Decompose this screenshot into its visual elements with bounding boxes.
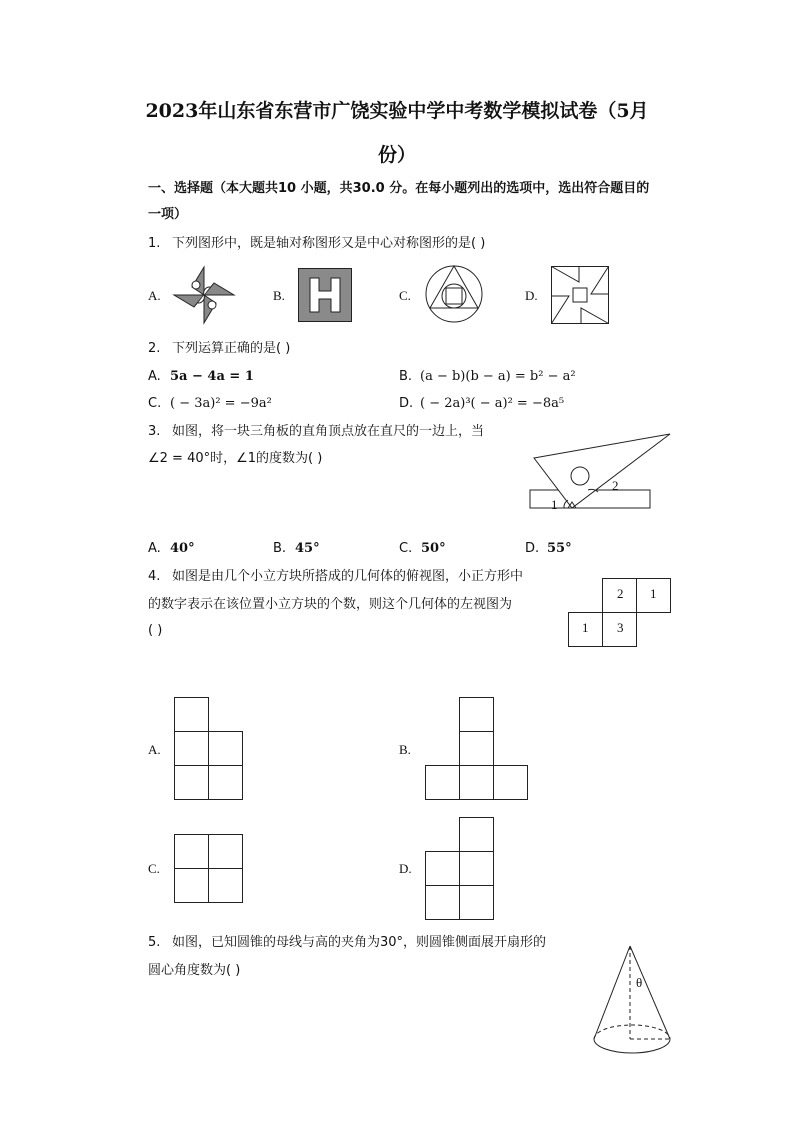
q3-option-c-text: 50° xyxy=(421,541,446,556)
q4-grid-number: 1 xyxy=(650,586,657,601)
q3-option-a-text: 40° xyxy=(170,541,195,556)
q4-option-d-label: D. xyxy=(399,861,412,876)
q4-grid-number: 1 xyxy=(582,620,589,635)
q2-option-d-label: D. xyxy=(399,396,414,411)
q4-option-b-label: B. xyxy=(399,742,411,757)
question-5-stem: 如图，已知圆锥的母线与高的夹角为30°，则圆锥侧面展开扇形的 xyxy=(172,935,547,950)
q4-option-d-figure xyxy=(425,817,495,921)
q2-option-a-label: A. xyxy=(148,369,161,384)
q2-option-a-text: 5a − 4a = 1 xyxy=(170,369,254,384)
q4-option-a-label: A. xyxy=(148,742,161,757)
q4-grid-number: 3 xyxy=(617,620,624,635)
q3-option-a-label: A. xyxy=(148,541,161,556)
section-heading: 一、选择题（本大题共10 小题，共30.0 分。在每小题列出的选项中，选出符合题目的 xyxy=(148,181,650,196)
q4-option-a-figure xyxy=(174,697,244,801)
question-1-number: 1. xyxy=(148,236,161,251)
q4-option-b-figure xyxy=(425,697,529,801)
q3-ruler-triangle-figure xyxy=(528,430,674,514)
q3-option-b-text: 45° xyxy=(295,541,320,556)
q4-option-c-figure xyxy=(174,834,244,904)
q1-option-d-label: D. xyxy=(525,288,538,303)
question-4-stem-paren: ( ) xyxy=(148,623,163,638)
q3-option-d-text: 55° xyxy=(547,541,572,556)
q3-option-c-label: C. xyxy=(399,541,413,556)
q3-angle-1-label: 1 xyxy=(551,497,558,512)
q4-option-c-label: C. xyxy=(148,861,160,876)
q1-option-a-label: A. xyxy=(148,288,161,303)
q3-option-d-label: D. xyxy=(525,541,540,556)
question-2-number: 2. xyxy=(148,341,161,356)
q1-option-b-label: B. xyxy=(273,288,285,303)
question-3-stem-continued: ∠2 = 40°时，∠1的度数为( ) xyxy=(148,451,323,466)
question-3-stem: 如图，将一块三角板的直角顶点放在直尺的一边上，当 xyxy=(172,424,485,439)
q1-letter-h-figure xyxy=(298,268,352,322)
q2-option-b-text: (a − b)(b − a) = b² − a² xyxy=(420,369,576,384)
q5-theta-label: θ xyxy=(636,975,643,990)
q2-option-c-text: ( − 3a)² = −9a² xyxy=(170,396,272,411)
question-5-stem-continued: 圆心角度数为( ) xyxy=(148,963,241,978)
question-4-stem-continued: 的数字表示在该位置小立方块的个数，则这个几何体的左视图为 xyxy=(148,597,513,612)
q2-option-c-label: C. xyxy=(148,396,162,411)
question-4-number: 4. xyxy=(148,569,161,584)
q5-cone-figure xyxy=(592,944,674,1058)
q3-option-b-label: B. xyxy=(273,541,287,556)
question-3-number: 3. xyxy=(148,424,161,439)
q2-option-b-label: B. xyxy=(399,369,413,384)
question-5-number: 5. xyxy=(148,935,161,950)
q4-grid-number: 2 xyxy=(617,586,624,601)
question-4-stem: 如图是由几个小立方块所搭成的几何体的俯视图，小正方形中 xyxy=(172,569,524,584)
q1-circle-triangle-figure xyxy=(424,264,484,324)
q1-option-c-label: C. xyxy=(399,288,411,303)
page-title-continued: 份） xyxy=(377,144,416,166)
question-2-stem: 下列运算正确的是( ) xyxy=(172,341,291,356)
q2-option-d-text: ( − 2a)³( − a)² = −8a⁵ xyxy=(420,396,565,411)
question-1-stem: 下列图形中，既是轴对称图形又是中心对称图形的是( ) xyxy=(172,236,486,251)
page-title: 2023年山东省东营市广饶实验中学中考数学模拟试卷（5月 xyxy=(145,100,649,122)
q1-square-spiral-figure xyxy=(551,266,609,324)
q3-angle-2-label: 2 xyxy=(612,478,619,493)
section-heading-continued: 一项） xyxy=(148,207,188,222)
q1-pinwheel-figure xyxy=(172,265,236,325)
